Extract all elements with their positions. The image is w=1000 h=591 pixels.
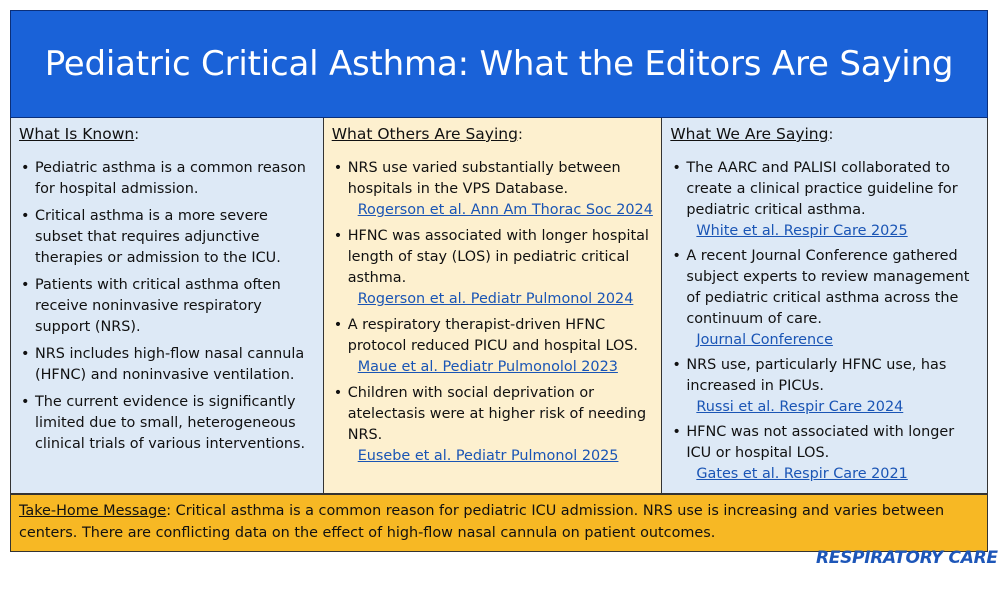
item-text: A recent Journal Conference gathered subject experts to review management of pediatric critical asthma across the continuum of care. <box>686 248 970 327</box>
list-item <box>670 355 981 418</box>
citation-link[interactable]: Rogerson et al. Ann Am Thorac Soc 2024 <box>357 202 653 218</box>
item-text: NRS includes high-flow nasal cannula (HFNC) and noninvasive ventilation. <box>35 346 305 383</box>
bullet-icon: • <box>333 317 343 333</box>
list-item <box>19 344 317 386</box>
list-item <box>670 246 981 351</box>
list-item <box>19 158 317 200</box>
bullet-icon: • <box>672 160 681 176</box>
column-what-others-are-saying <box>324 118 663 493</box>
column-title-colon: : <box>517 127 523 143</box>
respiratory-care-logo: RESPIRATORY CARE <box>816 548 998 568</box>
item-text: NRS use, particularly HFNC use, has increased in PICUs. <box>686 357 947 394</box>
header-banner <box>10 10 988 118</box>
citation-link[interactable]: Rogerson et al. Pediatr Pulmonol 2024 <box>357 291 634 307</box>
citation-link[interactable]: Gates et al. Respir Care 2021 <box>696 466 908 482</box>
column-what-we-are-saying <box>662 118 988 493</box>
item-text: Patients with critical asthma often receive noninvasive respiratory support (NRS). <box>35 277 281 335</box>
list-item <box>332 383 656 467</box>
bullet-list <box>19 158 317 455</box>
item-text: NRS use varied substantially between hospitals in the VPS Database. <box>347 160 621 197</box>
take-home-label: Take-Home Message <box>19 503 167 519</box>
item-text: Critical asthma is a more severe subset that requires adjunctive therapies or admission to the ICU. <box>35 208 281 266</box>
item-text: Children with social deprivation or atelectasis were at higher risk of needing NRS. <box>347 385 647 443</box>
list-item <box>670 422 981 485</box>
column-what-is-known <box>11 118 324 493</box>
column-title-colon: : <box>134 127 140 143</box>
item-text: A respiratory therapist-driven HFNC protocol reduced PICU and hospital LOS. <box>347 317 639 354</box>
citation-link[interactable]: Russi et al. Respir Care 2024 <box>696 399 904 415</box>
list-item <box>332 315 656 378</box>
item-text: HFNC was associated with longer hospital length of stay (LOS) in pediatric critical asthma. <box>347 228 649 286</box>
bullet-icon: • <box>672 424 681 440</box>
bullet-icon: • <box>21 208 30 224</box>
bullet-icon: • <box>21 277 30 293</box>
item-text: Pediatric asthma is a common reason for hospital admission. <box>35 160 306 197</box>
list-item <box>19 392 317 455</box>
item-text: The AARC and PALISI collaborated to create a clinical practice guideline for pediatric critical asthma. <box>686 160 958 218</box>
bullet-list <box>670 158 981 485</box>
bullet-icon: • <box>21 394 30 410</box>
item-text: The current evidence is significantly limited due to small, heterogeneous clinical trials of various interventions. <box>35 394 306 452</box>
citation-link[interactable]: Journal Conference <box>696 332 833 348</box>
citation-link[interactable]: Maue et al. Pediatr Pulmonolol 2023 <box>357 359 618 375</box>
bullet-list <box>332 158 656 467</box>
list-item <box>19 275 317 338</box>
column-title: What Is Known <box>19 125 135 143</box>
bullet-icon: • <box>21 346 30 362</box>
column-title: What Others Are Saying <box>331 125 518 143</box>
take-home-message <box>10 494 988 552</box>
bullet-icon: • <box>672 248 681 264</box>
bullet-icon: • <box>21 160 30 176</box>
list-item <box>332 226 656 310</box>
list-item <box>19 206 317 269</box>
citation-link[interactable]: White et al. Respir Care 2025 <box>696 223 908 239</box>
bullet-icon: • <box>333 160 343 176</box>
page-title: Pediatric Critical Asthma: What the Editors Are Saying <box>44 44 954 84</box>
take-home-text: : Critical asthma is a common reason for pediatric ICU admission. NRS use is increasing and varies between centers. There are conflicting data on the effect of high-flow nasal cannula on patient outcomes. <box>19 503 945 541</box>
citation-link[interactable]: Eusebe et al. Pediatr Pulmonol 2025 <box>357 448 619 464</box>
bullet-icon: • <box>672 357 681 373</box>
columns-container <box>10 118 988 494</box>
item-text: HFNC was not associated with longer ICU or hospital LOS. <box>686 424 955 461</box>
column-title-colon: : <box>828 127 834 143</box>
bullet-icon: • <box>333 385 343 401</box>
list-item <box>670 158 981 242</box>
list-item <box>332 158 656 221</box>
column-title: What We Are Saying <box>670 125 829 143</box>
bullet-icon: • <box>333 228 343 244</box>
